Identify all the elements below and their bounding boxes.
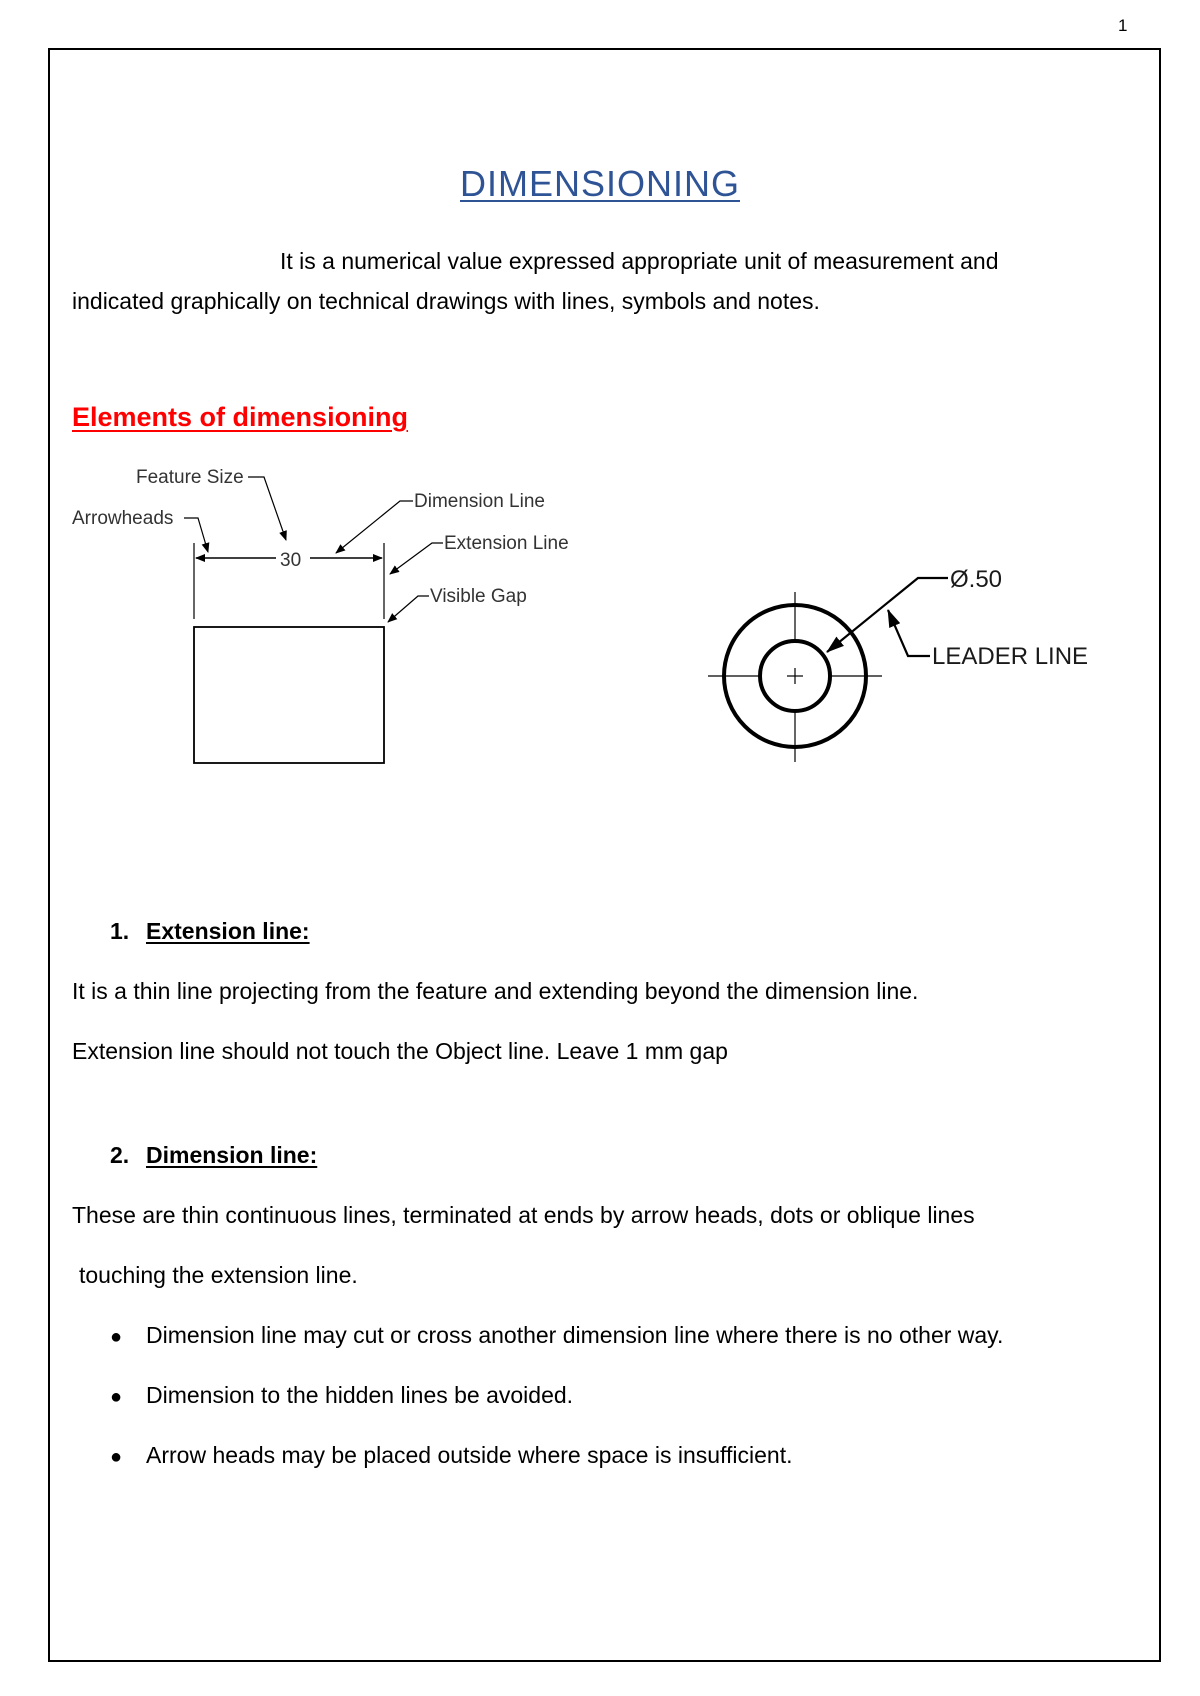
label-arrowheads: Arrowheads <box>72 508 174 529</box>
item-2-heading-text: Dimension line: <box>146 1142 318 1168</box>
bullet-text: Dimension to the hidden lines be avoided. <box>146 1382 574 1408</box>
bullet-dot: ● <box>110 1446 123 1468</box>
item-2-para-2: touching the extension line. <box>79 1262 358 1288</box>
intro-line-1: It is a numerical value expressed appropriate unit of measurement and <box>280 248 999 274</box>
item-1-number: 1. <box>110 918 130 944</box>
leader-line-label: LEADER LINE <box>932 643 1089 670</box>
leader-dimension-line <box>336 501 413 553</box>
leader-arrowheads <box>184 518 208 552</box>
item-1-heading <box>110 918 310 945</box>
leader-visible-gap <box>388 596 429 622</box>
page-number: 1 <box>1118 16 1128 35</box>
diameter-leader <box>827 578 948 652</box>
bullet-dot: ● <box>110 1326 123 1348</box>
object-rectangle <box>194 627 384 763</box>
intro-line-2: indicated graphically on technical drawings with lines, symbols and notes. <box>72 288 820 314</box>
diameter-label: Ø.50 <box>950 566 1003 593</box>
label-dimension-line: Dimension Line <box>414 491 545 512</box>
bullet-text: Arrow heads may be placed outside where space is insufficient. <box>146 1442 793 1468</box>
section-heading: Elements of dimensioning <box>72 402 409 432</box>
circle-diagram <box>708 566 1088 762</box>
label-feature-size: Feature Size <box>136 467 244 488</box>
bullet-item <box>110 1442 792 1469</box>
label-extension-line: Extension Line <box>444 533 569 554</box>
item-2-para-1: These are thin continuous lines, terminated at ends by arrow heads, dots or oblique lines <box>72 1202 975 1228</box>
page-title-text: DIMENSIONING <box>459 163 740 204</box>
leader-extension-line <box>390 543 443 574</box>
bullet-item <box>110 1382 573 1409</box>
bullet-item <box>110 1322 1003 1349</box>
item-1-para-2: Extension line should not touch the Object line. Leave 1 mm gap <box>72 1038 728 1064</box>
item-2-heading <box>110 1142 317 1169</box>
dimension-diagram <box>72 467 569 763</box>
item-1-heading-text: Extension line: <box>146 918 310 944</box>
label-visible-gap: Visible Gap <box>430 586 527 607</box>
item-1-para-1: It is a thin line projecting from the feature and extending beyond the dimension line. <box>72 978 919 1004</box>
leader-line-pointer <box>888 610 930 656</box>
bullet-text: Dimension line may cut or cross another dimension line where there is no other way. <box>146 1322 1004 1348</box>
item-2-number: 2. <box>110 1142 130 1168</box>
leader-feature-size <box>248 477 286 540</box>
dimension-value: 30 <box>280 550 302 571</box>
dimensioning-figures <box>0 0 1200 800</box>
bullet-dot: ● <box>110 1386 123 1408</box>
